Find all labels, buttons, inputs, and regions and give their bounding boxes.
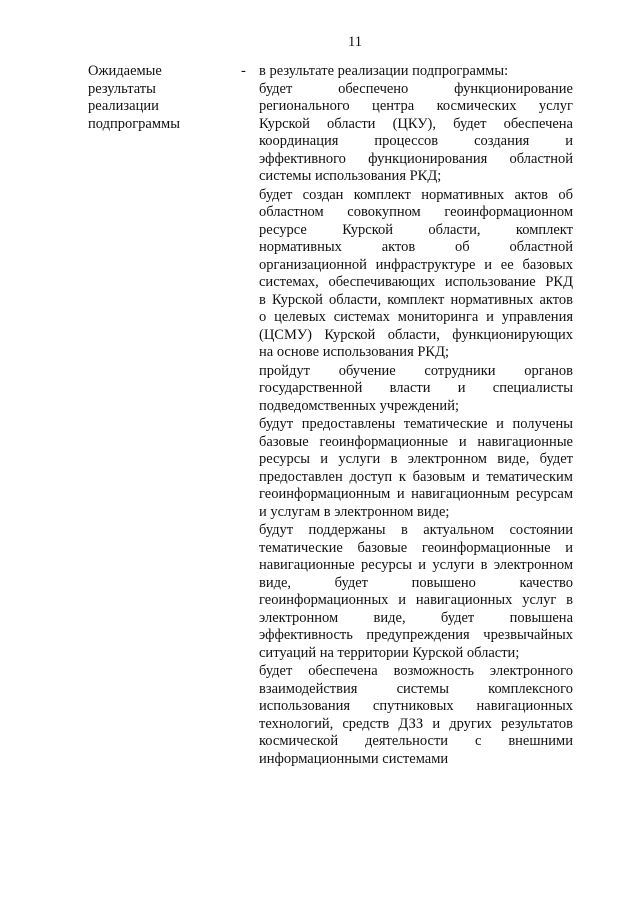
text-line: о целевых системах мониторинга и управления xyxy=(259,309,573,325)
text-line: системах, обеспечивающих использование РКД xyxy=(259,274,573,290)
text-line: ресурсы и услуги в электронном виде, будет xyxy=(259,451,573,467)
text-line: информационными системами xyxy=(259,750,449,767)
text-line: виде, будет повышено качество xyxy=(259,574,573,591)
text-line: геоинформационным и навигационным ресурсам xyxy=(259,486,573,502)
text-line: взаимодействия системы комплексного xyxy=(259,680,573,697)
text-line: регионального центра космических услуг xyxy=(259,98,573,114)
text-line: космической деятельности с внешними xyxy=(259,733,573,749)
text-line: электронном виде, будет повышена xyxy=(259,609,573,626)
text-line: ресурсе Курской области, комплект xyxy=(259,221,573,238)
text-line: и услугам в электронном виде; xyxy=(259,503,450,520)
text-line: эффективность предупреждения чрезвычайных xyxy=(259,627,573,643)
result-paragraph xyxy=(259,663,573,768)
text-line: будет обеспечено функционирование xyxy=(259,80,573,97)
text-line: на основе использования РКД; xyxy=(259,344,450,360)
text-line: областном совокупном геоинформационном xyxy=(259,204,573,220)
text-line: подведомственных учреждений; xyxy=(259,397,459,414)
expected-results-text xyxy=(259,63,573,769)
text-line: системы использования РКД; xyxy=(259,168,442,184)
text-line: будут поддержаны в актуальном состоянии xyxy=(259,522,573,538)
result-paragraph xyxy=(259,363,573,416)
text-line: в результате реализации подпрограммы: xyxy=(259,63,509,79)
text-line: (ЦСМУ) Курской области, функционирующих xyxy=(259,326,573,343)
text-line: эффективного функционирования областной xyxy=(259,150,573,167)
text-line: будут предоставлены тематические и получены xyxy=(259,416,573,432)
text-line: будет обеспечена возможность электронного xyxy=(259,663,573,679)
section-label-line: результаты xyxy=(88,80,156,97)
text-line: технологий, средств ДЗЗ и других результатов xyxy=(259,715,573,732)
section-label-line: Ожидаемые xyxy=(88,63,162,79)
text-line: нормативных актов об областной xyxy=(259,239,573,255)
text-line: в Курской области, комплект нормативных актов xyxy=(259,291,573,308)
text-line: навигационные ресурсы и услуги в электронном xyxy=(259,557,573,573)
section-label-line: реализации xyxy=(88,98,159,114)
text-line: организационной инфраструктуре и ее базовых xyxy=(259,256,573,273)
text-line: тематические базовые геоинформационные и xyxy=(259,539,573,556)
result-paragraph xyxy=(259,522,573,662)
text-line: Курской области (ЦКУ), будет обеспечена xyxy=(259,115,573,132)
page-number: 11 xyxy=(348,34,362,50)
text-line: ситуаций на территории Курской области; xyxy=(259,644,520,661)
text-line: координация процессов создания и xyxy=(259,133,573,149)
text-line: государственной власти и специалисты xyxy=(259,380,573,396)
text-line: использования спутниковых навигационных xyxy=(259,698,573,714)
result-paragraph xyxy=(259,63,573,186)
result-paragraph xyxy=(259,416,573,521)
section-label xyxy=(88,63,218,133)
text-line: геоинформационных и навигационных услуг в xyxy=(259,592,573,608)
list-dash: - xyxy=(241,63,246,79)
text-line: предоставлен доступ к базовым и тематическим xyxy=(259,468,573,485)
text-line: будет создан комплект нормативных актов об xyxy=(259,186,573,203)
result-paragraph xyxy=(259,187,573,362)
text-line: пройдут обучение сотрудники органов xyxy=(259,362,573,379)
section-label-line: подпрограммы xyxy=(88,115,180,132)
text-line: базовые геоинформационные и навигационные xyxy=(259,433,573,450)
